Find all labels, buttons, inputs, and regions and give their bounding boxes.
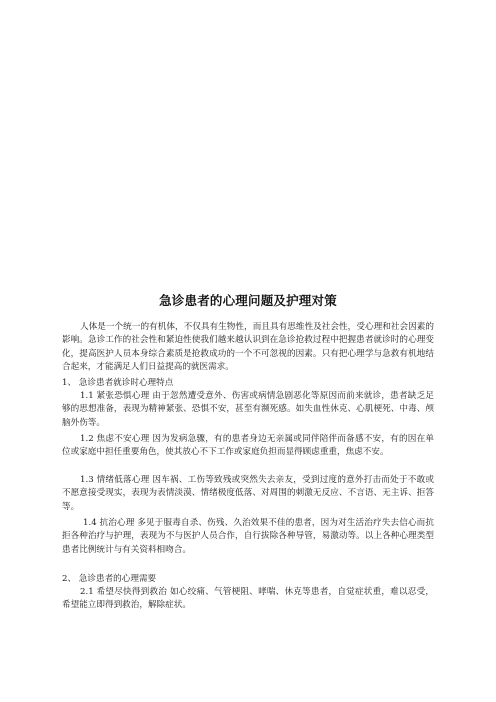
- section-1-1-paragraph: 1.1 紧张恐惧心理 由于忽然遭受意外、伤害或病情急剧恶化等原因而前来就诊，患者缺乏足够的思想准备，表现为精神紧张、恐惧不安，甚至有濒死感。如失血性休克、心肌梗死、中毒、颅脑外伤等。: [62, 391, 434, 428]
- section-1-4-paragraph: 1.4 抗治心理 多见于服毒自杀、伤残、久治效果不佳的患者，因为对生活治疗失去信心而抗拒各种治疗与护理，表现为不与医护人员合作，自行拔除各种导管，易激动等。以上各种心理类型患者比例统计与有关资料相吻合。: [62, 518, 434, 555]
- section-1-2-paragraph: 1.2 焦虑不安心理 因为发病急骤，有的患者身边无亲属或同伴陪伴而备感不安，有的因在单位或家庭中担任重要角色，使其放心不下工作或家庭负担而显得顾虑重重，焦虑不安。: [62, 434, 434, 458]
- intro-paragraph: 人体是一个统一的有机体，不仅具有生物性，而且具有思维性及社会性，受心理和社会因素的影响。急诊工作的社会性和紧迫性使我们越来越认识到在急诊抢救过程中把握患者就诊时的心理变化，提高医护人员本身综合素质是抢救成功的一个不可忽视的因素。只有把心理学与急救有机地结合起来，才能满足人们日益提高的就医需求。: [62, 322, 434, 372]
- section-1-3-paragraph: 1.3 情绪低落心理 因车祸、工伤等致残或突然失去亲友，受到过度的意外打击而处于不敢或不愿意接受现实，表现为表情淡漠、情绪极度低落、对周围的刺激无反应、不言语、无主诉、拒答等。: [62, 475, 434, 512]
- document-title: 急诊患者的心理问题及护理对策: [159, 293, 337, 308]
- section-1-heading: 1、 急诊患者就诊时心理特点: [62, 378, 174, 388]
- section-2-heading: 2、 急诊患者的心理需要: [62, 574, 157, 584]
- section-2-1-paragraph: 2.1 希望尽快得到救治 如心绞痛、气管梗阻、哮喘、休克等患者，自觉症状重，难以忍受，希望能立即得到救治，解除症状。: [62, 587, 434, 611]
